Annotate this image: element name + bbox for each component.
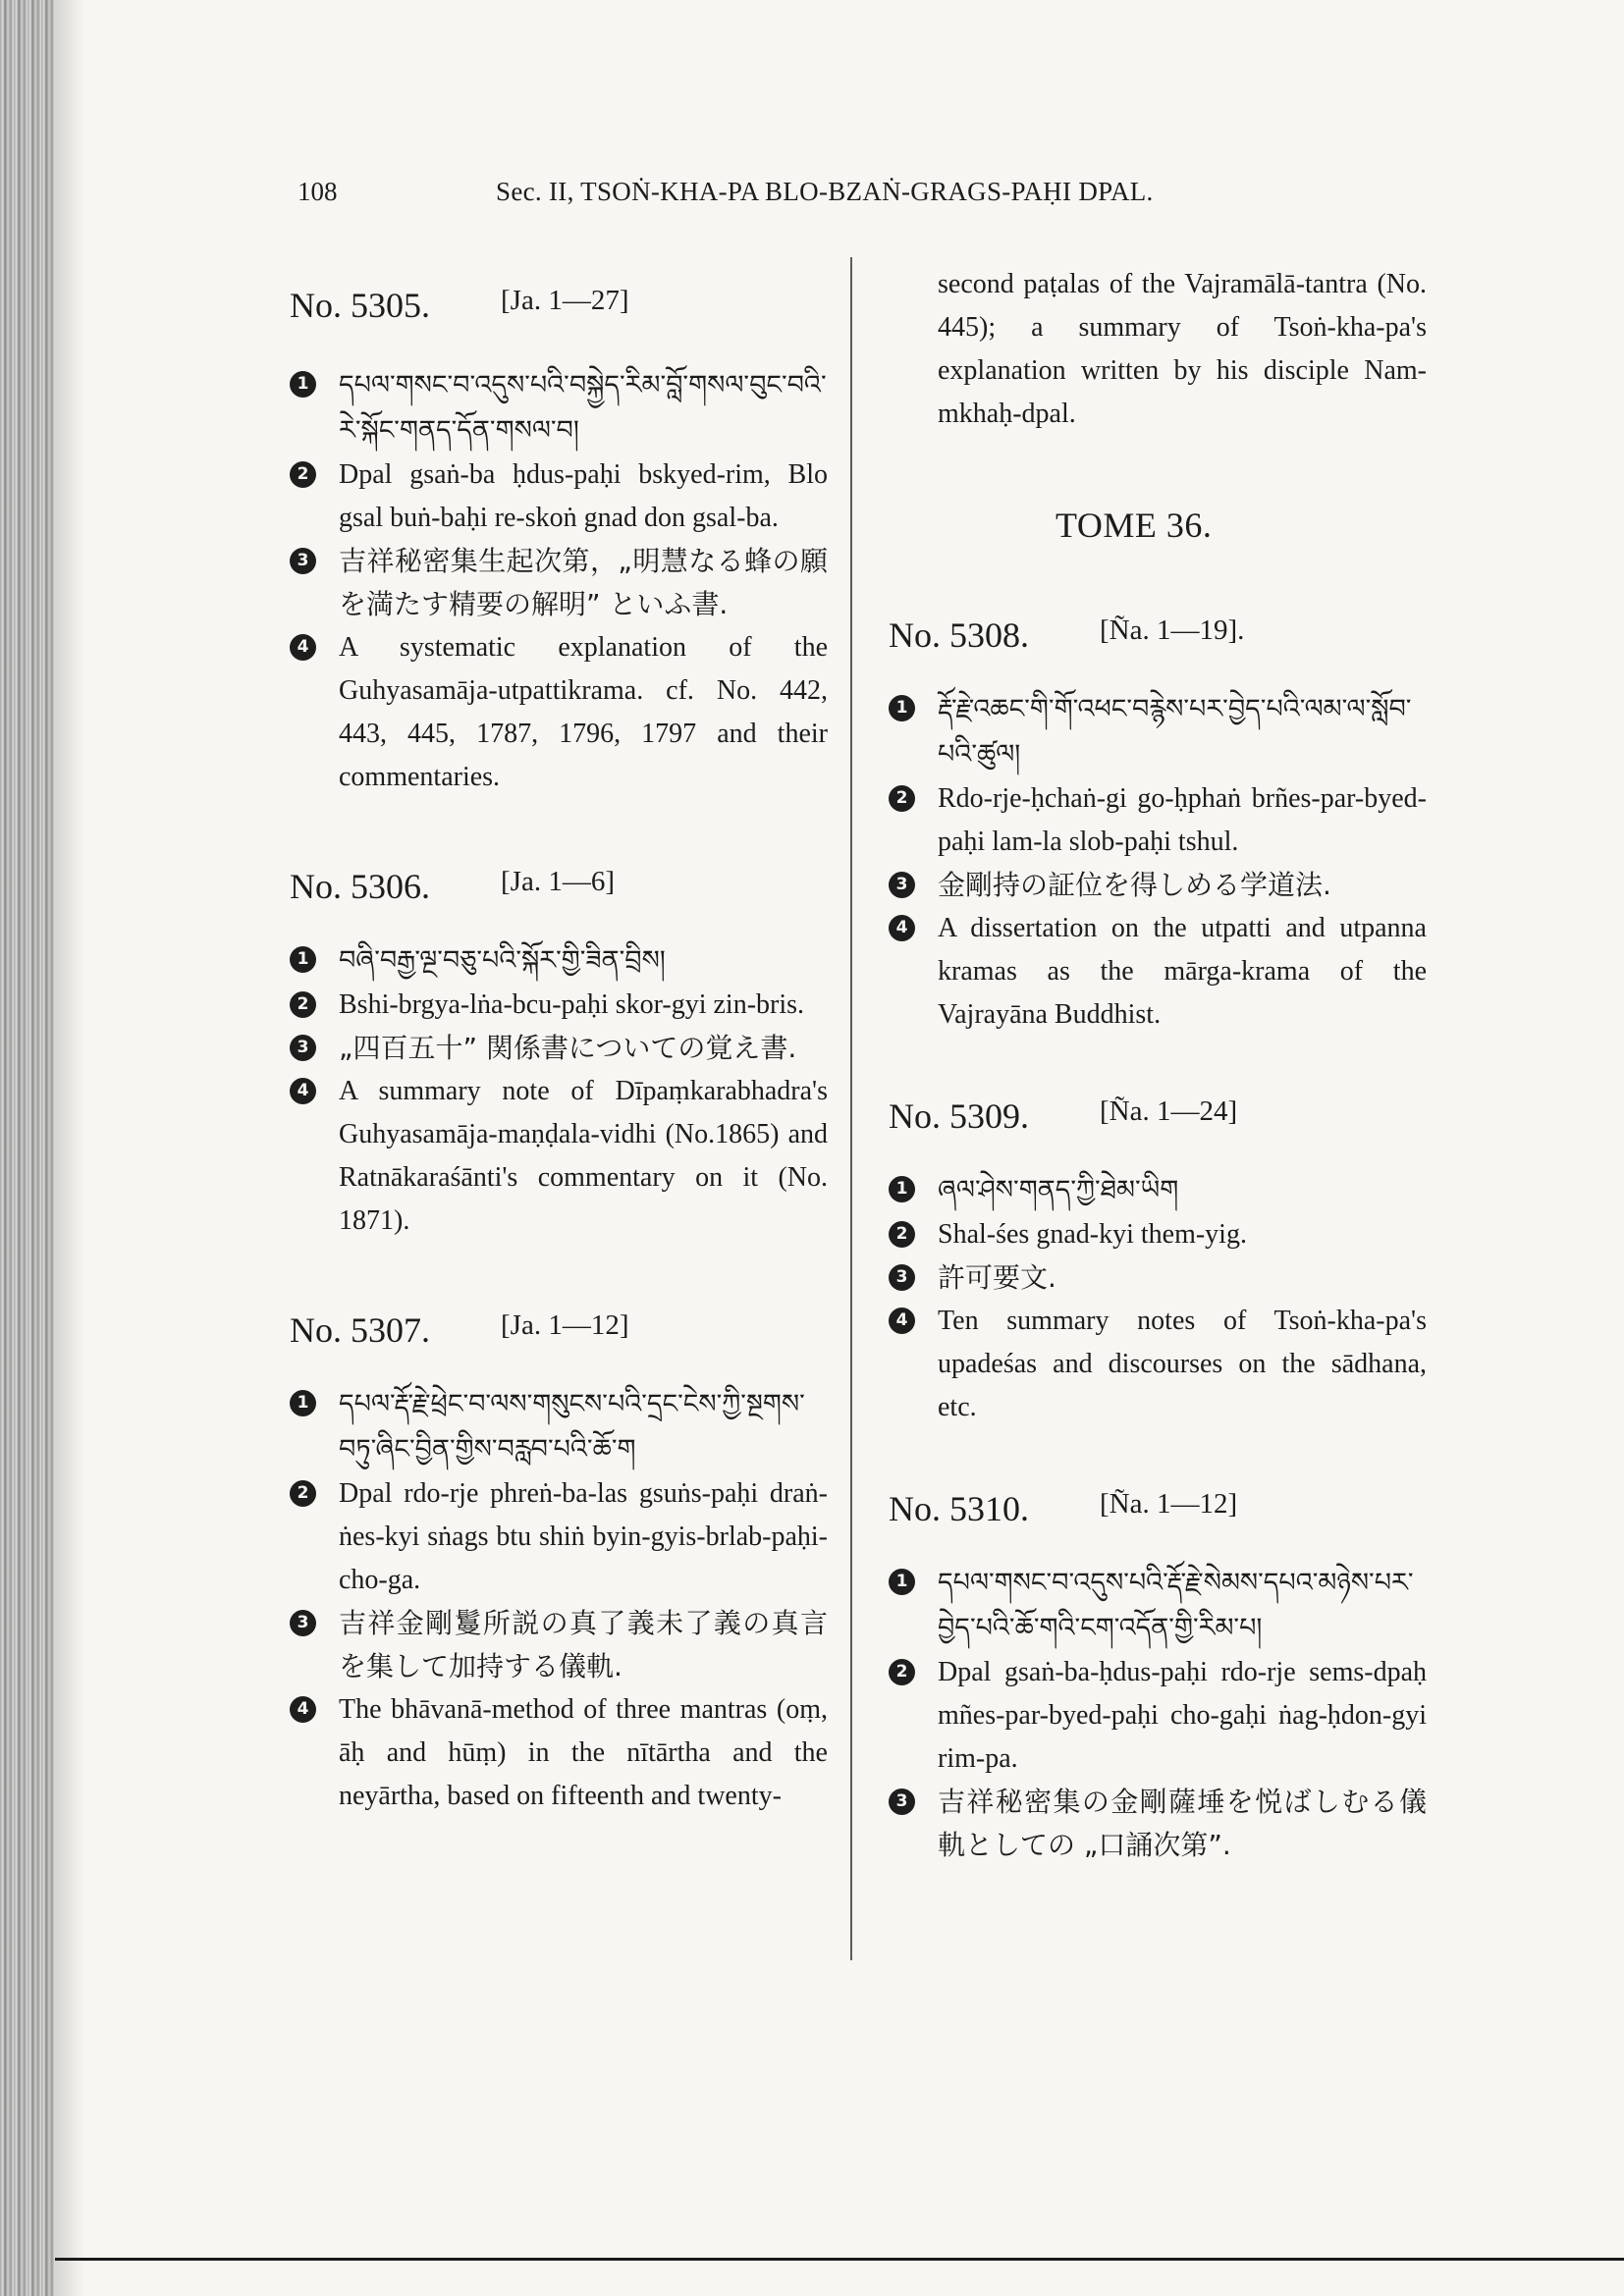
tibetan-title: 1 ཞལ་ཤེས་གནད་ཀྱི་ཐེམ་ཡིག [889, 1168, 1427, 1213]
transliteration: 2 Dpal gsaṅ-ba-ḥdus-paḥi rdo-rje sems-dpaḥ mñes-par-byed-paḥi cho-gaḥi ṅag-ḥdon-gyi rim-pa. [889, 1651, 1427, 1781]
marker-2-icon: 2 [290, 991, 316, 1018]
spine-fade [55, 0, 84, 2296]
right-column [889, 263, 1427, 1867]
marker-1-icon: 1 [889, 695, 915, 721]
tibetan-title: 1 བཞི་བརྒྱ་ལྔ་བཅུ་པའི་སྐོར་གྱི་ཟིན་བྲིས། [290, 938, 828, 984]
japanese-title: 3 金剛持の証位を得しめる学道法. [889, 864, 1427, 907]
entry-reference: [Ja. 1—6] [501, 866, 615, 897]
page-number: 108 [298, 177, 338, 206]
marker-3-icon: 3 [889, 1264, 915, 1291]
catalog-entry [889, 1095, 1427, 1429]
tibetan-title: 1 དཔལ་གསང་བ་འདུས་པའི་རྡོ་རྗེ་སེམས་དཔའ་མཉེས་པར་བྱེད་པའི་ཆོ་གའི་ངག་འདོན་གྱི་རིམ་པ། [889, 1561, 1427, 1651]
entry-number: No. 5306. [290, 867, 430, 906]
marker-2-icon: 2 [889, 1221, 915, 1248]
entry-reference: [Ña. 1—19]. [1100, 614, 1245, 646]
transliteration: 2 Dpal gsaṅ-ba ḥdus-paḥi bskyed-rim, Blo gsal buṅ-baḥi re-skoṅ gnad don gsal-ba. [290, 454, 828, 540]
entry-number: No. 5307. [290, 1310, 430, 1350]
marker-2-icon: 2 [290, 1480, 316, 1507]
english-description: 4 Ten summary notes of Tsoṅ-kha-pa's upadeśas and discourses on the sādhana, etc. [889, 1300, 1427, 1429]
marker-3-icon: 3 [889, 872, 915, 898]
entry-head [889, 1095, 1427, 1154]
marker-1-icon: 1 [290, 371, 316, 398]
catalog-entry [290, 1309, 828, 1818]
marker-1-icon: 1 [290, 1390, 316, 1416]
running-head: Sec. II, TSOṄ-KHA-PA BLO-BZAṄ-GRAGS-PAḤI DPAL. [496, 177, 1154, 206]
entry-head [290, 285, 828, 344]
entry-number: No. 5308. [889, 615, 1029, 655]
marker-3-icon: 3 [290, 1610, 316, 1636]
entry-head [889, 614, 1427, 673]
catalog-entry [290, 866, 828, 1243]
transliteration: 2 Bshi-brgya-lṅa-bcu-paḥi skor-gyi zin-bris. [290, 984, 828, 1027]
japanese-title: 3 許可要文. [889, 1256, 1427, 1300]
marker-3-icon: 3 [889, 1789, 915, 1815]
transliteration: 2 Dpal rdo-rje phreṅ-ba-las gsuṅs-paḥi draṅ-ṅes-kyi sṅags btu shiṅ byin-gyis-brlab-paḥi-cho-ga. [290, 1472, 828, 1602]
marker-2-icon: 2 [889, 785, 915, 812]
column-divider [850, 257, 852, 1960]
marker-4-icon: 4 [889, 915, 915, 941]
marker-2-icon: 2 [290, 461, 316, 488]
english-description: 4 The bhāvanā-method of three mantras (oṃ, āḥ and hūṃ) in the nītārtha and the neyārtha, based on fifteenth and twenty- [290, 1688, 828, 1818]
english-description: 4 A summary note of Dīpaṃkarabhadra's Guhyasamāja-maṇḍala-vidhi (No.1865) and Ratnākaraśānti's commentary on it (No. 1871). [290, 1070, 828, 1243]
english-description: 4 A dissertation on the utpatti and utpanna kramas as the mārga-krama of the Vajrayāna Buddhist. [889, 907, 1427, 1037]
marker-3-icon: 3 [290, 548, 316, 574]
catalog-entry [889, 614, 1427, 1037]
transliteration: 2 Rdo-rje-ḥchaṅ-gi go-ḥphaṅ brñes-par-byed-paḥi lam-la slob-paḥi tshul. [889, 777, 1427, 864]
marker-4-icon: 4 [290, 1696, 316, 1723]
marker-1-icon: 1 [290, 946, 316, 973]
japanese-title: 3 吉祥秘密集の金剛薩埵を悦ばしむる儀軌としての „口誦次第”. [889, 1781, 1427, 1867]
marker-1-icon: 1 [889, 1569, 915, 1595]
marker-4-icon: 4 [290, 1078, 316, 1104]
entry-head [889, 1488, 1427, 1547]
marker-1-icon: 1 [889, 1176, 915, 1202]
continued-description: second paṭalas of the Vajramālā-tantra (No. 445); a summary of Tsoṅ-kha-pa's explanation written by his disciple Nam-mkhaḥ-dpal. [938, 269, 1427, 429]
catalog-entry [889, 1488, 1427, 1867]
tibetan-title: 1 དཔལ་གསང་བ་འདུས་པའི་བསྐྱེད་རིམ་བློ་གསལ་བུང་བའི་རེ་སྐོང་གནད་དོན་གསལ་བ། [290, 363, 828, 454]
entry-reference: [Ja. 1—27] [501, 285, 629, 316]
left-column [290, 285, 828, 1818]
tibetan-title: 1 རྡོ་རྗེ་འཆང་གི་གོ་འཕང་བརྙེས་པར་བྱེད་པའི་ལམ་ལ་སློབ་པའི་ཚུལ། [889, 687, 1427, 777]
entry-reference: [Ña. 1—12] [1100, 1488, 1238, 1520]
japanese-title: 3 吉祥秘密集生起次第，„明慧なる蜂の願を満たす精要の解明” といふ書. [290, 540, 828, 626]
catalog-entry [290, 285, 828, 799]
marker-2-icon: 2 [889, 1659, 915, 1685]
entry-number: No. 5305. [290, 286, 430, 325]
marker-4-icon: 4 [889, 1308, 915, 1334]
entry-number: No. 5309. [889, 1096, 1029, 1136]
english-description: 4 A systematic explanation of the Guhyasamāja-utpattikrama. cf. No. 442, 443, 445, 1787, 1796, 1797 and their commentaries. [290, 626, 828, 799]
entry-head [290, 866, 828, 925]
tome-heading: TOME 36. [1056, 506, 1213, 545]
entry-reference: [Ja. 1—12] [501, 1309, 629, 1341]
bottom-rule [55, 2258, 1624, 2261]
entry-reference: [Ña. 1—24] [1100, 1095, 1238, 1127]
japanese-title: 3 吉祥金剛鬘所説の真了義未了義の真言を集して加持する儀軌. [290, 1602, 828, 1688]
tibetan-title: 1 དཔལ་རྡོ་རྗེ་ཕྲེང་བ་ལས་གསུངས་པའི་དྲང་ངེས་ཀྱི་སྔགས་བཏུ་ཞིང་བྱིན་གྱིས་བརླབ་པའི་ཆོ་ག [290, 1382, 828, 1472]
marker-4-icon: 4 [290, 634, 316, 661]
marker-3-icon: 3 [290, 1035, 316, 1061]
book-spine-shadow [0, 0, 55, 2296]
japanese-title: 3 „四百五十” 関係書についての覚え書. [290, 1027, 828, 1070]
entry-number: No. 5310. [889, 1489, 1029, 1528]
entry-head [290, 1309, 828, 1368]
transliteration: 2 Shal-śes gnad-kyi them-yig. [889, 1213, 1427, 1256]
